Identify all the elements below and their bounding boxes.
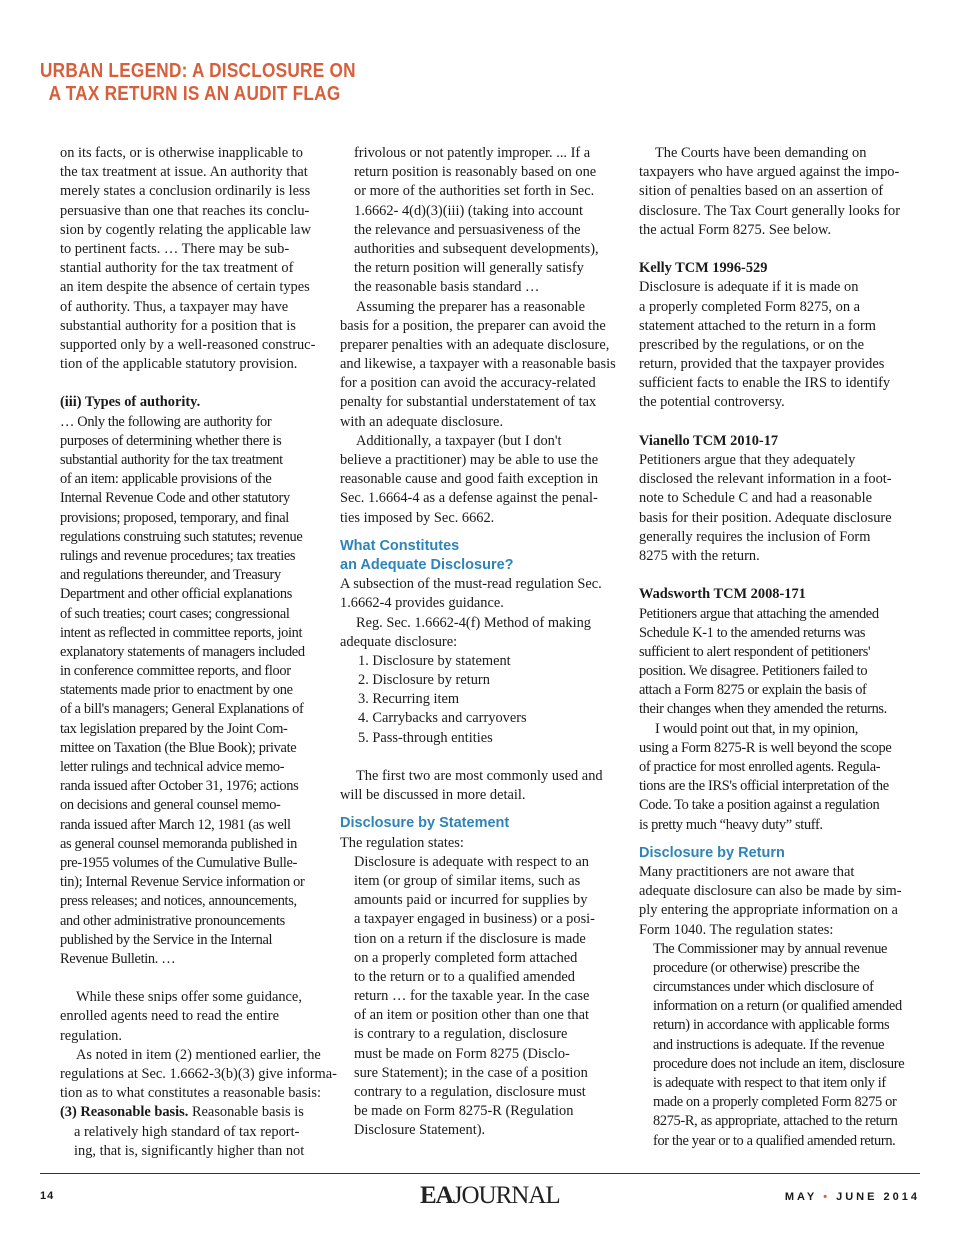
text-line: made on a properly completed Form 8275 or [653, 1094, 897, 1111]
text-line: taxpayers who have argued against the impo- [639, 164, 900, 181]
text-line: to the return or to a qualified amended [354, 968, 575, 985]
text-line: reasonable cause and good faith exception in [340, 471, 599, 488]
col1-paragraph-1 [60, 144, 322, 374]
text-line: A subsection of the must-read regulation Sec. [340, 576, 602, 593]
text-line: letter rulings and technical advice memo- [60, 759, 285, 775]
text-line: tion as to what constitutes a reasonable basis: [60, 1085, 321, 1102]
reasonable-basis-line [60, 1103, 322, 1122]
text-line: a relatively high standard of tax report- [74, 1123, 300, 1140]
text-line: return position is reasonably based on one [354, 164, 597, 181]
text-line: supported only by a well-reasoned construc- [60, 336, 316, 353]
text-line: 8275 with the return. [639, 547, 760, 564]
text-line: rulings and revenue procedures; tax treaties [60, 547, 296, 564]
text-line: Code. To take a position against a regulation [639, 797, 880, 814]
text-line: the relevance and persuasiveness of the [354, 221, 581, 238]
text-line: ing, that is, significantly higher than not [74, 1142, 305, 1159]
text-line: on a properly completed form attached [354, 949, 578, 966]
text-line: explanatory statements of managers included [60, 643, 305, 660]
text-line: of such treaties; court cases; congressional [60, 605, 290, 622]
text-line: item (or group of similar items, such as [354, 872, 581, 889]
text-line: As noted in item (2) mentioned earlier, the [76, 1046, 321, 1063]
text-line: penalty for substantial understatement of tax [340, 394, 597, 411]
text-line: The first two are most commonly used and [356, 768, 603, 785]
text-line: randa issued after October 31, 1976; actions [60, 778, 299, 795]
text-line: preparer penalties with an adequate disclosure, [340, 336, 610, 353]
text-line: an item despite the absence of certain types [60, 279, 310, 296]
text-line: substantial authority for the tax treatment [60, 452, 283, 468]
text-line: Revenue Bulletin. … [60, 950, 176, 967]
text-line: Reg. Sec. 1.6662-4(f) Method of making [356, 614, 592, 631]
text-line: provisions; proposed, temporary, and final [60, 509, 289, 526]
column-2 [340, 144, 618, 1141]
text-line: contrary to a regulation, disclosure must [354, 1084, 586, 1101]
subhead-line-2: an Adequate Disclosure? [340, 556, 514, 573]
text-line: randa issued after March 12, 1981 (as well [60, 816, 291, 833]
ea-journal-logo [420, 1182, 560, 1210]
text-line: I would point out that, in my opinion, [655, 720, 858, 737]
text-line: of an item: applicable provisions of the [60, 471, 272, 488]
issue-month-2: JUNE 2014 [836, 1191, 920, 1203]
text-line: of practice for most enrolled agents. Regula- [639, 759, 881, 775]
text-line: generally requires the inclusion of Form [639, 528, 871, 545]
text-line: will be discussed in more detail. [340, 787, 526, 804]
headline-line-2: A TAX RETURN IS AN AUDIT FLAG [48, 83, 341, 105]
text-line: published by the Service in the Internal [60, 931, 273, 948]
text-line: the tax treatment at issue. An authority that [60, 164, 308, 181]
disclosure-by-return-subhead: Disclosure by Return [639, 844, 785, 861]
text-line: basis for their position. Adequate disclosure [639, 509, 892, 526]
text-line: and other administrative pronouncements [60, 912, 285, 929]
text-line: Disclosure is adequate if it is made on [639, 279, 859, 296]
text-line: pre-1955 volumes of the Cumulative Bulle- [60, 854, 298, 871]
col2-paragraph-1 [340, 144, 618, 298]
col3-return-quote [639, 940, 921, 1151]
text-line: the return position will generally satisfy [354, 260, 584, 277]
text-line: in conference committee reports, and floor [60, 663, 291, 680]
text-line: return, provided that the taxpayer provides [639, 356, 885, 373]
text-line: tions are the IRS's official interpretation of the [639, 778, 889, 795]
logo-ea: EA [420, 1182, 453, 1209]
column-3 [639, 144, 921, 1151]
text-line: basis for a position, the preparer can avoid the [340, 317, 606, 334]
text-line: note to Schedule C and had a reasonable [639, 490, 872, 507]
text-line: disclosure. The Tax Court generally looks for [639, 202, 901, 219]
text-line: ties imposed by Sec. 6662. [340, 509, 495, 526]
text-line: 5. Pass-through entities [358, 729, 493, 746]
text-line: ply entering the appropriate information on a [639, 902, 898, 919]
text-line: believe a practitioner) may be able to use the [340, 452, 599, 468]
text-line: Department and other official explanations [60, 586, 292, 603]
text-line: 1.6662- 4(d)(3)(iii) (taking into account [354, 202, 583, 219]
col1-paragraph-4 [60, 1123, 322, 1161]
disclosure-methods-list [340, 652, 618, 748]
text-line: using a Form 8275-R is well beyond the scope [639, 739, 892, 756]
col1-paragraph-2 [60, 413, 322, 969]
text-line: sufficient to alert respondent of petitioners' [639, 643, 871, 660]
text-line: press releases; and notices, announcements, [60, 893, 297, 910]
kelly-text [639, 278, 921, 412]
text-line: adequate disclosure can also be made by sim- [639, 883, 902, 900]
text-line: circumstances under which disclosure of [653, 979, 874, 996]
text-line: statement attached to the return in a form [639, 317, 876, 334]
text-line: substantial authority for a position that is [60, 317, 296, 334]
text-line: sure Statement); in the case of a position [354, 1064, 588, 1081]
text-line: procedure (or otherwise) prescribe the [653, 959, 860, 976]
text-line: Disclosure is adequate with respect to an [354, 853, 589, 870]
col2-regulation-states: The regulation states: [340, 834, 464, 851]
text-line: While these snips offer some guidance, [76, 989, 302, 1006]
text-line: on its facts, or is otherwise inapplicable to [60, 145, 303, 161]
text-line: Petitioners argue that they adequately [639, 452, 856, 468]
logo-journal: JOURNAL [452, 1182, 560, 1209]
col3-paragraph-1 [639, 144, 921, 240]
wadsworth-heading: Wadsworth TCM 2008-171 [639, 586, 806, 603]
text-line: to pertinent facts. … There may be sub- [60, 240, 290, 257]
vianello-heading: Vianello TCM 2010-17 [639, 432, 779, 449]
text-line: authorities and subsequent developments), [354, 240, 599, 257]
col2-paragraph-2 [340, 298, 618, 528]
text-line: or more of the authorities set forth in Sec. [354, 183, 595, 200]
text-line: and likewise, a taxpayer with a reasonable basis [340, 356, 616, 373]
text-line: sition of penalties based on an assertion of [639, 183, 884, 200]
col1-paragraph-3 [60, 988, 337, 1103]
text-line: Internal Revenue Code and other statutory [60, 490, 290, 507]
text-line: frivolous or not patently improper. ... If a [354, 145, 591, 161]
text-line: Additionally, a taxpayer (but I don't [356, 432, 562, 449]
text-line: sufficient facts to enable the IRS to identify [639, 375, 891, 392]
text-line: position. We disagree. Petitioners failed to [639, 663, 868, 680]
col2-paragraph-3 [340, 575, 618, 652]
text-line: for the year or to a qualified amended return. [653, 1132, 896, 1149]
reasonable-basis-label: (3) Reasonable basis. [60, 1104, 189, 1121]
text-line: on decisions and general counsel memo- [60, 797, 281, 814]
text-line: Assuming the preparer has a reasonable [356, 298, 585, 315]
text-line: as general counsel memoranda published in [60, 835, 298, 852]
reasonable-basis-text: Reasonable basis is [188, 1104, 304, 1121]
text-line: intent as reflected in committee reports, joint [60, 624, 303, 641]
text-line: return … for the taxable year. In the case [354, 988, 590, 1005]
text-line: purposes of determining whether there is [60, 432, 282, 449]
text-line: and regulations thereunder, and Treasury [60, 567, 281, 584]
text-line: is pretty much “heavy duty” stuff. [639, 816, 823, 833]
text-line: Many practitioners are not aware that [639, 863, 855, 880]
headline-line-1: URBAN LEGEND: A DISCLOSURE ON [40, 60, 356, 82]
text-line: a properly completed Form 8275, on a [639, 298, 861, 315]
text-line: tin); Internal Revenue Service information or [60, 874, 305, 891]
text-line: regulations at Sec. 1.6662-3(b)(3) give informa- [60, 1066, 337, 1082]
text-line: regulation. [60, 1027, 122, 1044]
text-line: 3. Recurring item [358, 691, 460, 708]
text-line: The Commissioner may by annual revenue [653, 940, 888, 957]
text-line: Form 1040. The regulation states: [639, 921, 834, 938]
text-line: and instructions is adequate. If the revenue [653, 1036, 885, 1053]
text-line: the actual Form 8275. See below. [639, 221, 832, 238]
text-line: the potential controversy. [639, 394, 785, 411]
page-number: 14 [40, 1190, 55, 1202]
types-of-authority-heading: (iii) Types of authority. [60, 394, 201, 411]
text-line: of an item or position other than one that [354, 1007, 589, 1024]
col2-paragraph-4 [340, 767, 618, 805]
text-line: of a bill's managers; General Explanations of [60, 701, 304, 718]
disclosure-by-statement-subhead: Disclosure by Statement [340, 815, 510, 832]
text-line: return) in accordance with applicable forms [653, 1017, 890, 1034]
text-line: regulations construing such statutes; revenue [60, 528, 303, 545]
text-line: the reasonable basis standard … [354, 279, 540, 296]
issue-month-1: MAY [784, 1191, 818, 1203]
col3-paragraph-2 [639, 720, 921, 835]
subhead-line-1: What Constitutes [340, 537, 460, 554]
text-line: a taxpayer engaged in business) or a posi- [354, 911, 595, 928]
text-line: persuasive than one that reaches its conclu- [60, 202, 310, 219]
text-line: Schedule K-1 to the amended returns was [639, 624, 866, 641]
text-line: tion of the applicable statutory provision. [60, 356, 298, 373]
column-1 [60, 144, 337, 1161]
text-line: is contrary to a regulation, disclosure [354, 1026, 568, 1043]
text-line: Disclosure Statement). [354, 1122, 486, 1139]
adequate-disclosure-subhead [340, 537, 618, 575]
text-line: Petitioners argue that attaching the amended [639, 605, 879, 622]
text-line: The Courts have been demanding on [655, 145, 867, 161]
text-line: amounts paid or incurred for supplies by [354, 892, 588, 909]
text-line: 2. Disclosure by return [358, 672, 490, 689]
wadsworth-text [639, 605, 921, 720]
text-line: prescribed by the regulations, or on the [639, 336, 864, 353]
text-line: 1.6662-4 provides guidance. [340, 595, 504, 612]
text-line: is adequate with respect to that item only if [653, 1075, 886, 1092]
text-line: of authority. Thus, a taxpayer may have [60, 298, 289, 315]
text-line: attach a Form 8275 or explain the basis of [639, 682, 867, 699]
text-line: statements made prior to enactment by one [60, 682, 293, 699]
text-line: tax legislation prepared by the Joint Com- [60, 720, 288, 737]
text-line: tion on a return if the disclosure is made [354, 930, 586, 947]
text-line: their changes when they amended the returns. [639, 701, 887, 718]
col3-paragraph-3 [639, 863, 921, 940]
text-line: merely states a conclusion ordinarily is less [60, 183, 311, 200]
text-line: with an adequate disclosure. [340, 413, 504, 430]
text-line: must be made on Form 8275 (Disclo- [354, 1045, 570, 1062]
kelly-heading: Kelly TCM 1996-529 [639, 260, 768, 277]
text-line: stantial authority for the tax treatment of [60, 260, 294, 277]
date-separator-dot: • [823, 1191, 831, 1203]
text-line: adequate disclosure: [340, 633, 458, 650]
text-line: procedure does not include an item, disclosure [653, 1055, 905, 1072]
text-line: sion by cogently relating the applicable law [60, 221, 311, 238]
issue-date [785, 1191, 920, 1203]
text-line: information on a return (or qualified amended [653, 998, 902, 1015]
text-line: 1. Disclosure by statement [358, 652, 511, 669]
text-line: 4. Carrybacks and carryovers [358, 710, 527, 727]
text-line: mittee on Taxation (the Blue Book); private [60, 739, 297, 756]
text-line: enrolled agents need to read the entire [60, 1008, 279, 1025]
text-line: be made on Form 8275-R (Regulation [354, 1103, 574, 1120]
footer-rule [40, 1173, 920, 1174]
article-headline [40, 60, 356, 106]
col2-statement-quote [340, 853, 618, 1141]
text-line: for a position can avoid the accuracy-related [340, 375, 596, 392]
text-line: … Only the following are authority for [60, 413, 272, 430]
text-line: Sec. 1.6664-4 as a defense against the penal- [340, 490, 598, 507]
vianello-text [639, 451, 921, 566]
text-line: 8275-R, as appropriate, attached to the return [653, 1113, 898, 1130]
text-line: disclosed the relevant information in a foot- [639, 471, 892, 488]
